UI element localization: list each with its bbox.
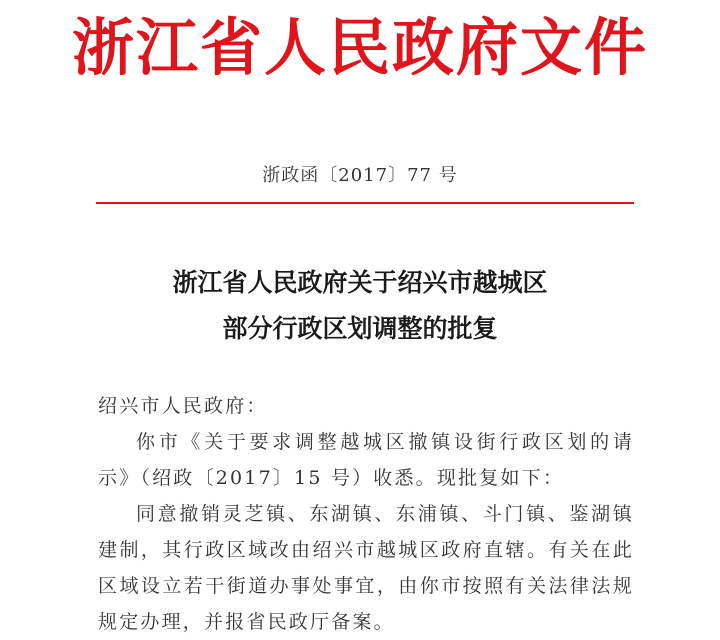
document-body xyxy=(98,388,634,640)
title-line-1: 浙江省人民政府关于绍兴市越城区 xyxy=(172,268,548,297)
title-line-2: 部分行政区划调整的批复 xyxy=(222,314,498,343)
document-title xyxy=(0,260,720,352)
document-number: 浙政函〔2017〕77 号 xyxy=(262,165,458,186)
red-separator-line xyxy=(96,202,634,204)
document-masthead: 浙江省人民政府文件 xyxy=(71,11,648,84)
body-paragraph-1: 你市《关于要求调整越城区撤镇设街行政区划的请示》（绍政〔2017〕15 号）收悉。现批复如下： xyxy=(98,431,634,489)
body-paragraph-2: 同意撤销灵芝镇、东湖镇、东浦镇、斗门镇、鉴湖镇建制，其行政区域改由绍兴市越城区政府直辖。有关在此区域设立若干街道办事处事宜，由你市按照有关法律法规规定办理，并报省民政厅备案。 xyxy=(98,503,634,633)
salutation: 绍兴市人民政府： xyxy=(98,395,268,417)
